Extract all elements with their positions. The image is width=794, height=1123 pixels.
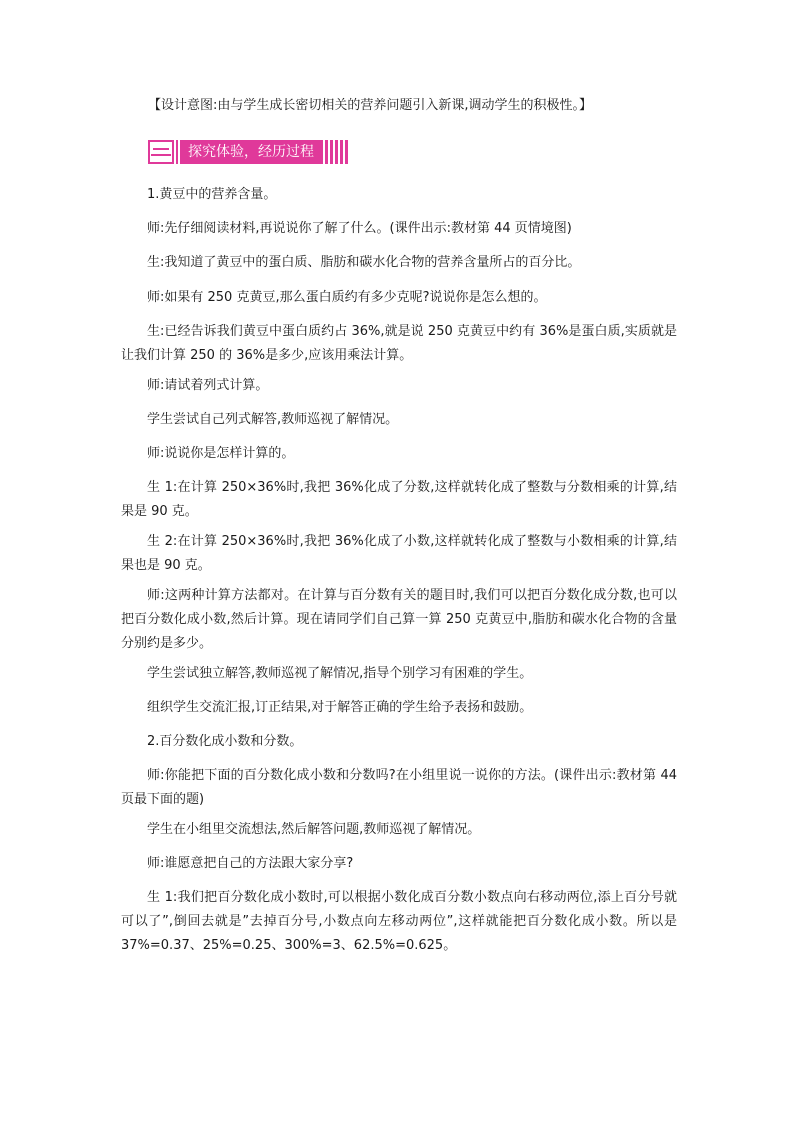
paragraph: 学生在小组里交流想法,然后解答问题,教师巡视了解情况。 [147,822,481,837]
paragraph: 1.黄豆中的营养含量。 [147,187,277,202]
paragraph: 师:先仔细阅读材料,再说说你了解了什么。(课件出示:教材第 44 页情境图) [147,221,572,236]
paragraph: 师:你能把下面的百分数化成小数和分数吗?在小组里说一说你的方法。(课件出示:教材第 44 页最下面的题) [121,768,677,807]
paragraph: 生:我知道了黄豆中的蛋白质、脂肪和碳水化合物的营养含量所占的百分比。 [147,255,581,270]
paragraph: 生 1:在计算 250×36%时,我把 36%化成了分数,这样就转化成了整数与分数相乘的计算,结果是 90 克。 [121,480,677,519]
paragraph: 师:这两种计算方法都对。在计算与百分数有关的题目时,我们可以把百分数化成分数,也可以把百分数化成小数,然后计算。现在请同学们自己算一算 250 克黄豆中,脂肪和碳水化合物的含量分别约是多少。 [121,588,677,651]
paragraph: 师:谁愿意把自己的方法跟大家分享? [147,856,354,871]
banner-stripes-right [320,140,350,164]
paragraph: 2.百分数化成小数和分数。 [147,734,303,749]
paragraph: 学生尝试自己列式解答,教师巡视了解情况。 [147,412,399,427]
paragraph: 师:说说你是怎样计算的。 [147,446,295,461]
paragraph: 师:请试着列式计算。 [147,378,269,393]
section-number-badge [148,140,174,164]
paragraph: 生:已经告诉我们黄豆中蛋白质约占 36%,就是说 250 克黄豆中约有 36%是蛋白质,实质就是让我们计算 250 的 36%是多少,应该用乘法计算。 [121,324,677,363]
paragraph: 学生尝试独立解答,教师巡视了解情况,指导个别学习有困难的学生。 [147,666,533,681]
section-title: 探究体验，经历过程 [182,140,320,164]
section-number-glyph [151,146,171,158]
paragraph: 师:如果有 250 克黄豆,那么蛋白质约有多少克呢?说说你是怎么想的。 [147,290,547,305]
paragraph: 生 2:在计算 250×36%时,我把 36%化成了小数,这样就转化成了整数与小数相乘的计算,结果也是 90 克。 [121,534,677,573]
section-banner [148,140,372,164]
paragraph: 生 1:我们把百分数化成小数时,可以根据小数化成百分数小数点向右移动两位,添上百分号就可以了”,倒回去就是”去掉百分号,小数点向左移动两位”,这样就能把百分数化成小数。所以是 37%=0.37、25%=0.25、300%=3、62.5%=0.625。 [121,890,677,953]
paragraph: 组织学生交流汇报,订正结果,对于解答正确的学生给予表扬和鼓励。 [147,700,533,715]
design-intent-note: 【设计意图:由与学生成长密切相关的营养问题引入新课,调动学生的积极性。】 [148,98,593,113]
